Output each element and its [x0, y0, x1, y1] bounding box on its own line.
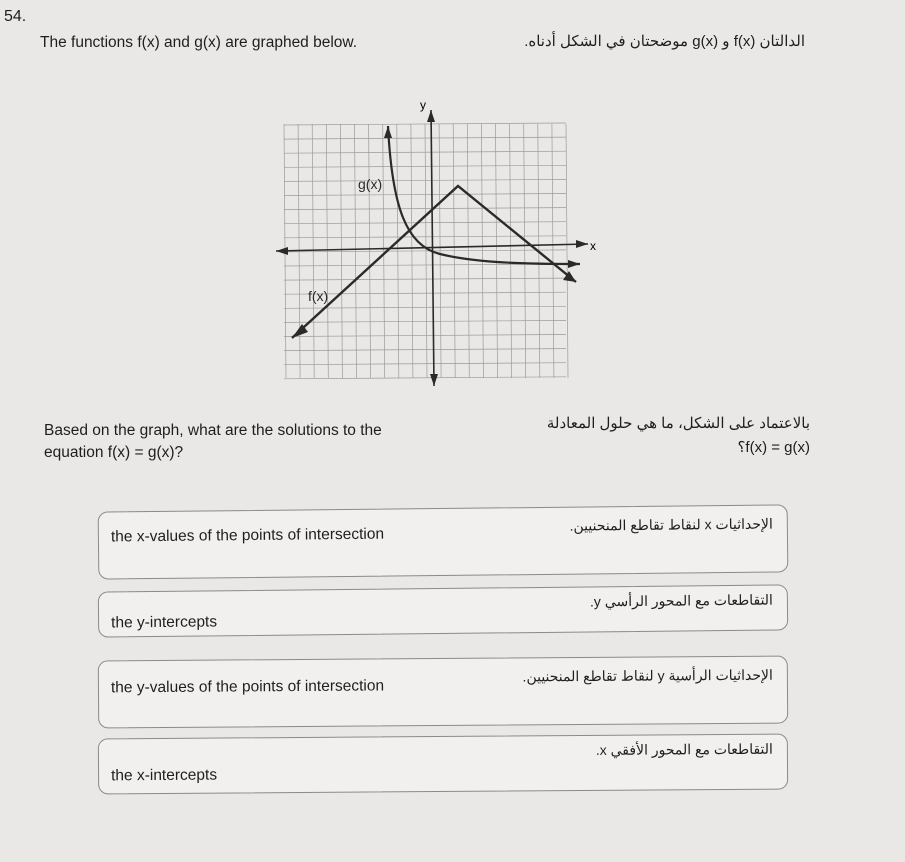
grid-line-vertical	[566, 124, 568, 378]
grid-line-horizontal	[284, 236, 566, 238]
option-4-english: the x-intercepts	[111, 766, 218, 785]
question-arabic-text: بالاعتماد على الشكل، ما هي حلول المعادلة	[546, 415, 810, 432]
grid-line-vertical	[524, 124, 526, 378]
function-graph	[270, 96, 610, 396]
question-arabic	[450, 412, 810, 460]
x-axis-arrow-right	[576, 240, 588, 248]
grid-line-horizontal	[284, 222, 566, 224]
grid-line-vertical	[312, 124, 314, 378]
option-2-english: the y-intercepts	[111, 613, 218, 632]
option-3-english: the y-values of the points of intersection	[110, 677, 385, 697]
grid-line-horizontal	[284, 320, 566, 322]
g-arrow-top	[384, 126, 392, 138]
answer-option-2[interactable]	[98, 584, 788, 637]
question-number: 54.	[4, 8, 27, 25]
y-axis-arrow-up	[427, 110, 435, 122]
option-4-arabic: التقاطعات مع المحور الأفقي x.	[595, 740, 773, 758]
grid-line-horizontal	[284, 363, 566, 365]
x-axis-arrow-left	[276, 247, 288, 255]
g-label: g(x)	[358, 176, 383, 192]
grid-line-vertical	[467, 124, 469, 378]
answer-option-4[interactable]	[98, 734, 788, 795]
grid-line-vertical	[326, 124, 328, 378]
grid-line-vertical	[340, 124, 342, 378]
f-label: f(x)	[308, 288, 329, 304]
grid-line-horizontal	[284, 194, 566, 196]
answer-option-1[interactable]	[98, 504, 789, 579]
grid-line-horizontal	[284, 377, 566, 379]
question-arabic-equation: f(x) = g(x)؟	[737, 439, 810, 456]
g-curve	[388, 126, 580, 264]
grid-line-vertical	[510, 124, 512, 378]
prompt-arabic: الدالتان f(x) و g(x) موضحتان في الشكل أدناه.	[524, 33, 805, 50]
grid-line-vertical	[481, 124, 483, 378]
g-arrow-right	[568, 260, 580, 268]
option-1-arabic: الإحداثيات x لنقاط تقاطع المنحنيين.	[569, 515, 773, 534]
grid-line-vertical	[355, 124, 357, 378]
grid-line-horizontal	[284, 179, 566, 181]
option-2-arabic: التقاطعات مع المحور الرأسي y.	[589, 591, 773, 610]
question-english: Based on the graph, what are the solutions to the equation f(x) = g(x)?	[44, 422, 382, 461]
grid-line-horizontal	[284, 335, 566, 337]
option-1-english: the x-values of the points of intersection	[110, 525, 385, 546]
grid-line-vertical	[496, 124, 498, 378]
grid-line-horizontal	[284, 208, 566, 210]
y-axis-label: y	[420, 98, 426, 112]
grid-line-vertical	[552, 124, 554, 378]
option-3-arabic: الإحداثيات الرأسية y لنقاط تقاطع المنحنيين.	[522, 666, 773, 685]
y-axis-arrow-down	[430, 374, 438, 386]
prompt-english: The functions f(x) and g(x) are graphed below.	[40, 34, 358, 51]
x-axis-label: x	[590, 239, 596, 253]
grid-line-horizontal	[284, 278, 566, 280]
grid-line-horizontal	[284, 349, 566, 351]
answer-option-3[interactable]	[98, 656, 788, 729]
grid-lines	[284, 123, 568, 379]
